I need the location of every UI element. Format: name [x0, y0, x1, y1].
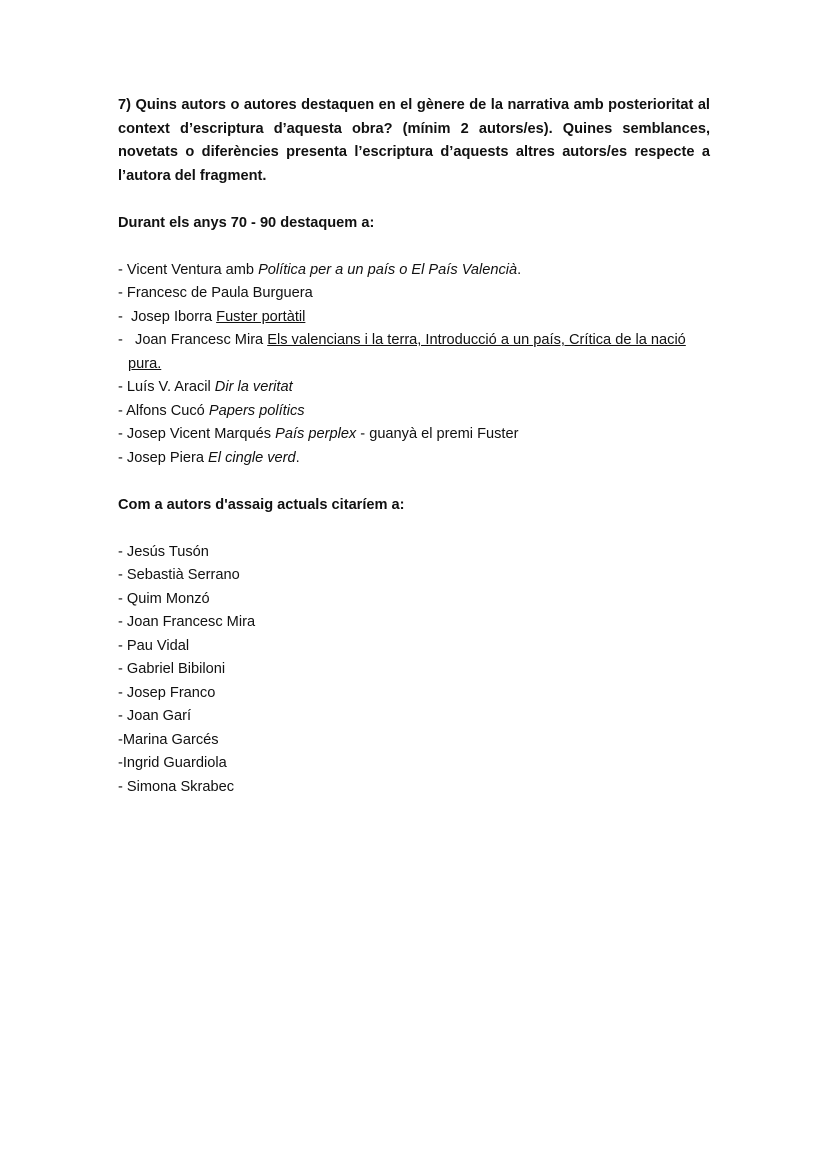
- list-item: - Sebastià Serrano: [118, 567, 240, 583]
- list-item: [118, 423, 710, 447]
- list-item: [118, 329, 710, 376]
- work-title: Fuster portàtil: [216, 308, 306, 325]
- work-title-continued: pura.: [128, 355, 162, 372]
- list-item: - Joan Garí: [118, 708, 191, 724]
- work-title: País perplex: [275, 426, 357, 442]
- list-item: [118, 400, 710, 424]
- list-item: - Josep Franco: [118, 684, 216, 701]
- item-prefix: - Luís V. Aracil: [118, 379, 215, 395]
- list-item: [118, 306, 710, 330]
- item-prefix: - Vicent Ventura amb: [118, 261, 259, 278]
- item-suffix: .: [517, 261, 522, 278]
- list-item: [118, 259, 710, 283]
- item-suffix: - guanyà el premi Fuster: [356, 426, 519, 442]
- list-item: - Joan Francesc Mira: [118, 614, 256, 630]
- list-item: [118, 447, 710, 471]
- section-heading-70-90: Durant els anys 70 - 90 destaquem a:: [118, 214, 375, 231]
- list-item: -Marina Garcés: [118, 731, 219, 748]
- current-authors-list: [118, 541, 710, 800]
- authors-70-90-list: [118, 259, 710, 471]
- work-title: El cingle verd: [208, 449, 296, 466]
- list-item: [118, 282, 710, 306]
- list-item: -Ingrid Guardiola: [118, 755, 227, 771]
- work-title: Política per a un país o El País Valencià: [258, 261, 518, 278]
- list-item: - Simona Skrabec: [118, 778, 234, 795]
- item-prefix: - Josep Piera: [118, 449, 209, 466]
- section-heading-current: Com a autors d'assaig actuals citaríem a:: [118, 496, 405, 513]
- list-item: [118, 376, 710, 400]
- question-text: 7) Quins autors o autores destaquen en el gènere de la narrativa amb posterioritat al context d’escriptura d’aquesta obra? (mínim 2 autors/es). Quines semblances, novetats o diferències presenta l’escriptura d’aquests altres autors/es respecte a l’autora del fragment.: [118, 97, 710, 184]
- list-item: - Pau Vidal: [118, 637, 190, 654]
- list-item: - Jesús Tusón: [118, 543, 209, 560]
- item-prefix: - Francesc de Paula Burguera: [118, 285, 313, 301]
- list-item: - Quim Monzó: [118, 590, 210, 607]
- item-prefix: - Josep Vicent Marqués: [118, 426, 276, 442]
- item-prefix: - Alfons Cucó: [118, 402, 209, 419]
- item-prefix: - Joan Francesc Mira: [118, 332, 268, 348]
- work-title: Papers polítics: [208, 402, 305, 419]
- item-prefix: - Josep Iborra: [118, 308, 217, 325]
- work-title: Dir la veritat: [214, 379, 293, 395]
- document-page: [118, 94, 710, 799]
- work-title: Els valencians i la terra, Introducció a un país, Crítica de la nació: [267, 332, 686, 348]
- item-suffix: .: [295, 449, 300, 466]
- list-item: - Gabriel Bibiloni: [118, 661, 226, 677]
